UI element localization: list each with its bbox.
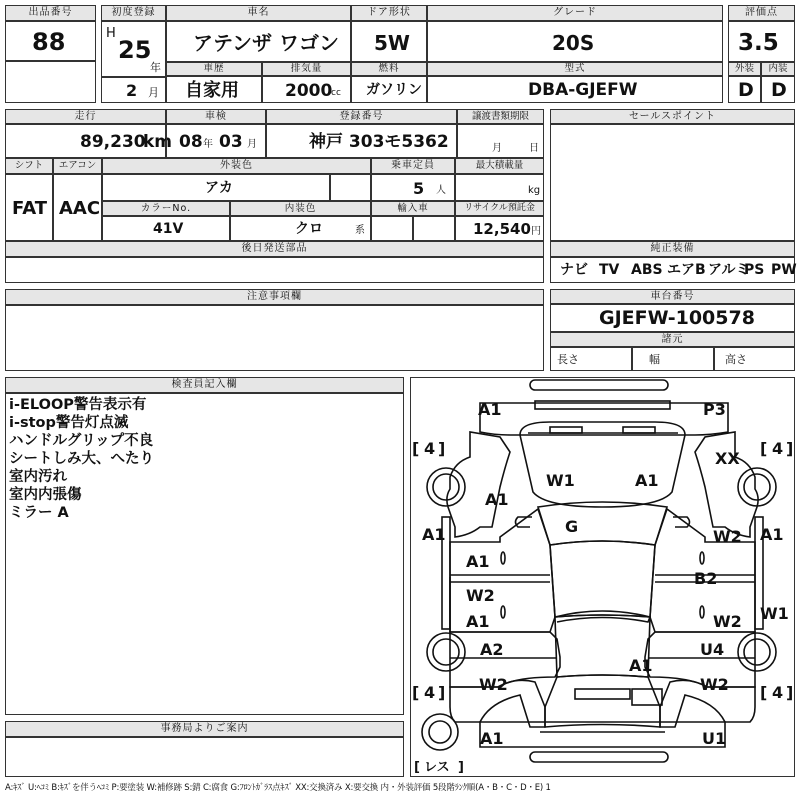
inspection-month-unit: 月 [247, 139, 257, 150]
equip-pw: PW [771, 262, 797, 278]
trunk-outline [545, 675, 660, 727]
fuel-label: 燃料 [351, 62, 427, 76]
max-load-unit: kg [528, 185, 541, 196]
mark-door-right-rear: W2 [713, 612, 742, 631]
model-label: 型式 [427, 62, 723, 76]
exterior-label: 外装 [728, 62, 761, 76]
model-code: DBA-GJEFW [528, 80, 638, 100]
mark-quarter-left: A2 [480, 640, 504, 659]
tire-value-rr: 4 [772, 683, 784, 702]
reg-month-unit: 月 [148, 86, 159, 99]
rear-bumper-outline [480, 722, 725, 747]
int-color-label: 内装色 [230, 201, 371, 216]
equipment-label: 純正装備 [550, 241, 795, 257]
equip-ps: PS [744, 262, 765, 278]
inspection-year-unit: 年 [203, 139, 213, 150]
mileage-unit: km [143, 132, 173, 152]
caution-cell [5, 305, 544, 371]
displacement-unit: cc [331, 88, 341, 98]
sales-points-cell [550, 124, 795, 241]
equip-airbag: エアB [667, 262, 706, 278]
mileage: 89,230 [80, 132, 146, 152]
capacity: 5 [413, 179, 425, 198]
recycle-fee: 12,540 [473, 220, 531, 238]
int-color: クロ [295, 221, 323, 237]
tire-value-fl: 4 [424, 439, 436, 458]
import-label: 輸入車 [371, 201, 455, 216]
mark-door-left-front: A1 [466, 552, 490, 571]
recycle-unit: 円 [531, 226, 541, 237]
transfer-deadline-label: 譲渡書類期限 [457, 109, 544, 124]
chassis-label: 車台番号 [550, 289, 795, 304]
score: 3.5 [738, 30, 779, 56]
inspection-label: 車検 [166, 109, 266, 124]
spare-bracket-open: [ [414, 760, 420, 775]
later-parts-cell [5, 257, 544, 283]
plate-cell [266, 124, 457, 158]
exterior-grade: D [738, 79, 754, 101]
inspector-note: ハンドルグリップ不良 [9, 433, 154, 449]
spare-tire-inner [429, 721, 451, 743]
equipment-cell [550, 257, 795, 283]
mark-rear-bumper-left: A1 [480, 729, 504, 748]
interior-label: 内装 [761, 62, 795, 76]
lot-number-label: 出品番号 [5, 5, 96, 21]
mark-door-right-edge: A1 [760, 525, 784, 544]
int-color-cell [230, 216, 371, 241]
equip-tv: TV [599, 262, 620, 278]
interior-grade-cell [761, 76, 795, 103]
rear-lamp-outline [575, 689, 630, 699]
caution-label: 注意事項欄 [5, 289, 544, 305]
reg-month-cell [101, 77, 166, 103]
model-cell [427, 76, 723, 103]
equip-abs: ABS [631, 262, 663, 278]
shift-label: シフト [5, 158, 53, 174]
score-label: 評価点 [728, 5, 795, 21]
displacement-label: 排気量 [262, 62, 351, 76]
tire-label-rr-close: ] [786, 683, 794, 702]
mark-trunk: A1 [629, 656, 653, 675]
length-cell [550, 347, 632, 371]
front-bumper-outline [480, 403, 728, 435]
car-name-cell [166, 21, 351, 62]
door-type: 5W [374, 31, 410, 55]
max-load-label: 最大積載量 [455, 158, 544, 174]
inspection-year: 08 [179, 132, 203, 152]
mark-rear-fender-left: W2 [479, 675, 508, 694]
legend-text: A:ｷｽﾞ U:ﾍｺﾐ B:ｷｽﾞを伴うﾍｺﾐ P:要塗装 W:補修跡 S:錆 C:腐食 G:ﾌﾛﾝﾄｶﾞﾗｽ点ｷｽﾞ XX:交換済み X:要交換 内・外装評価 5段階ﾗﾝｸ順(A・B・C・D・E) 1 [5, 783, 551, 793]
first-registration-label: 初度登録 [101, 5, 166, 21]
chassis-cell [550, 304, 795, 332]
mark-door-left-rear-w2: W2 [466, 586, 495, 605]
mark-rocker-right: W1 [760, 604, 789, 623]
displacement: 2000 [285, 81, 333, 101]
displacement-cell [262, 76, 351, 103]
mark-door-left-rear-a1: A1 [466, 612, 490, 631]
tire-label-fl: [ [412, 439, 420, 458]
grade-label: グレード [427, 5, 723, 21]
mark-glass: G [565, 517, 579, 536]
shift-cell [5, 174, 53, 241]
int-color-unit: 系 [355, 225, 365, 236]
recycle-cell [455, 216, 544, 241]
mark-rear-bumper-right: U1 [702, 729, 727, 748]
left-mirror-outline [516, 517, 533, 527]
car-name-label: 車名 [166, 5, 351, 21]
width-cell [632, 347, 714, 371]
door-handle-lr [501, 606, 505, 618]
sales-points-label: セールスポイント [550, 109, 795, 124]
mileage-cell [5, 124, 173, 158]
mark-rear-fender-right: W2 [700, 675, 729, 694]
fuel: ガソリン [366, 82, 422, 98]
ext-color-extra-cell [330, 174, 371, 201]
inspector-note: ミラー A [9, 505, 69, 521]
front-bumper-top-outline [530, 380, 668, 390]
door-handle-lf [501, 552, 505, 564]
tire-rear-left-inner [433, 639, 459, 665]
max-load-cell [455, 174, 544, 201]
exterior-grade-cell [728, 76, 761, 103]
mark-quarter-right: U4 [700, 640, 725, 659]
mark-front-right: P3 [703, 400, 726, 419]
shift: FAT [12, 198, 48, 219]
era: H [106, 26, 116, 41]
mark-fender-front-left: A1 [485, 490, 509, 509]
equip-alloy: アルミ [708, 262, 750, 278]
mark-roof-left: W1 [546, 471, 575, 490]
history: 自家用 [185, 80, 239, 101]
mark-pillar-right: B2 [694, 569, 718, 588]
tire-front-left-inner [433, 474, 459, 500]
mark-door-right-front: W2 [713, 527, 742, 546]
inspector-note: i-stop警告灯点滅 [9, 415, 129, 431]
height-label: 高さ [725, 353, 747, 366]
ac-label: エアコン [53, 158, 102, 174]
first-registration-cell [101, 21, 166, 77]
right-front-fender-outline [695, 432, 758, 537]
capacity-unit: 人 [436, 185, 446, 196]
equip-navi: ナビ [560, 262, 588, 278]
roof-outline [550, 541, 655, 617]
ext-color-cell [102, 174, 330, 201]
inspector-note: シートしみ大、へたり [9, 451, 154, 467]
tire-label-fr: [ [760, 439, 768, 458]
mark-roof-right: A1 [635, 471, 659, 490]
transfer-month-unit: 月 [492, 143, 502, 154]
tire-label-fl-close: ] [438, 439, 446, 458]
office-label: 事務局よりご案内 [5, 721, 404, 737]
ac-cell [53, 174, 102, 241]
capacity-label: 乗車定員 [371, 158, 455, 174]
lot-number-cell [5, 21, 96, 61]
door-handle-rr [700, 606, 704, 618]
inspector-note: 室内汚れ [9, 469, 67, 485]
lot-blank-cell [5, 61, 96, 103]
headlight-left-outline [550, 427, 582, 433]
car-name: アテンザ ワゴン [193, 31, 339, 55]
recycle-label: リサイクル預託金 [455, 201, 544, 216]
tire-value-fr: 4 [772, 439, 784, 458]
inspection-month: 03 [219, 132, 243, 152]
history-label: 車歴 [166, 62, 262, 76]
ext-color-label: 外装色 [102, 158, 371, 174]
history-cell [166, 76, 262, 103]
tire-label-fr-close: ] [786, 439, 794, 458]
reg-year: 25 [118, 36, 152, 64]
inspector-label: 検査員記入欄 [5, 377, 404, 393]
spare-label: レス [424, 760, 450, 775]
right-mirror-outline [673, 517, 690, 527]
chassis-number: GJEFW-100578 [599, 307, 755, 329]
mark-fender-left-mid: A1 [422, 525, 446, 544]
mileage-label: 走行 [5, 109, 166, 124]
spare-tire [422, 714, 458, 750]
inspector-note: i-ELOOP警告表示有 [9, 397, 147, 413]
car-damage-diagram [410, 377, 795, 777]
door-label: ドア形状 [351, 5, 427, 21]
headlight-right-outline [623, 427, 655, 433]
tire-label-rl: [ [412, 683, 420, 702]
color-no: 41V [153, 221, 184, 237]
height-cell [714, 347, 795, 371]
fuel-cell [351, 76, 427, 103]
import-cell-b [413, 216, 455, 241]
rear-bumper-bottom-outline [530, 752, 668, 762]
left-front-fender-outline [447, 432, 510, 537]
door-handle-rf [700, 552, 704, 564]
ext-color: アカ [205, 180, 233, 196]
length-label: 長さ [557, 353, 579, 366]
later-parts-label: 後日発送部品 [5, 241, 544, 257]
transfer-day-unit: 日 [529, 143, 539, 154]
interior-grade: D [771, 79, 787, 101]
tire-label-rl-close: ] [438, 683, 446, 702]
windshield-outline [538, 502, 667, 545]
color-no-label: カラーNo. [102, 201, 230, 216]
lot-number: 88 [32, 28, 66, 56]
office-cell [5, 737, 404, 777]
color-no-cell [102, 216, 230, 241]
grade-cell [427, 21, 723, 62]
width-label: 幅 [649, 353, 660, 366]
door-cell [351, 21, 427, 62]
tire-label-rr: [ [760, 683, 768, 702]
reg-year-unit: 年 [150, 61, 161, 74]
capacity-cell [371, 174, 455, 201]
import-cell-a [371, 216, 413, 241]
score-cell [728, 21, 795, 62]
tire-rear-right-inner [744, 639, 770, 665]
grade: 20S [552, 31, 595, 55]
plate-number: 神戸 303モ5362 [309, 132, 449, 152]
ac: AAC [59, 198, 101, 219]
transfer-deadline-cell [457, 124, 544, 158]
reg-month: 2 [126, 81, 138, 100]
plate-label: 登録番号 [266, 109, 457, 124]
mark-front-left: A1 [478, 400, 502, 419]
spare-bracket-close: ] [458, 760, 464, 775]
inspection-cell [166, 124, 266, 158]
inspector-note: 室内内張傷 [9, 487, 82, 503]
tire-value-rl: 4 [424, 683, 436, 702]
mark-hood-right: XX [715, 449, 740, 468]
spec-label: 諸元 [550, 332, 795, 347]
